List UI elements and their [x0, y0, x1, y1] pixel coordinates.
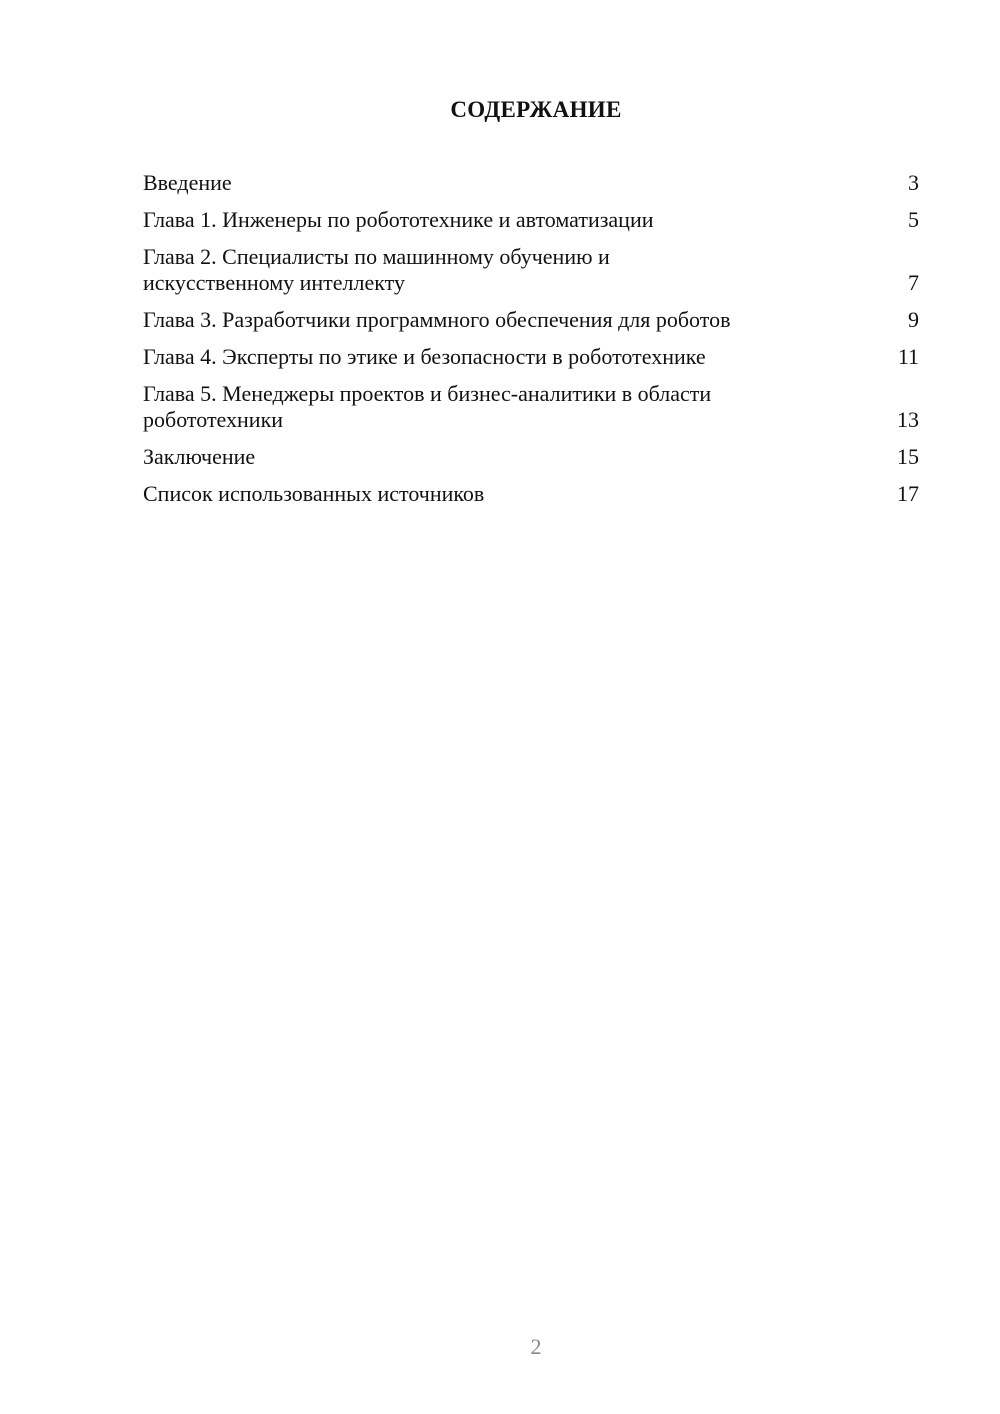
toc-entry-line: Глава 2. Специалисты по машинному обучению и: [143, 244, 610, 269]
toc-entry-text: [143, 307, 893, 333]
toc-entry-chapter-5: [143, 381, 919, 433]
toc-entry-text: [143, 244, 893, 296]
toc-entry-page: 5: [908, 207, 919, 232]
toc-entry-page: 17: [897, 481, 919, 506]
toc-entry-text: [143, 207, 893, 233]
toc-entry-text: [143, 481, 893, 507]
toc-entry-line: Глава 3. Разработчики программного обеспечения для роботов: [143, 307, 731, 332]
toc-entry-line: Введение: [143, 170, 232, 195]
toc-entry-references: [143, 481, 919, 507]
toc-entry-chapter-3: [143, 307, 919, 333]
toc-entry-conclusion: [143, 444, 919, 470]
toc-entry-line: Глава 4. Эксперты по этике и безопасности в робототехнике: [143, 344, 706, 369]
toc-entry-page: 7: [908, 270, 919, 295]
toc-entry-chapter-1: [143, 207, 919, 233]
toc-entry-introduction: [143, 170, 919, 196]
page-number: 2: [530, 1334, 542, 1359]
toc-entry-page: 15: [897, 444, 919, 469]
toc-entry-text: [143, 344, 893, 370]
toc-entry-text: [143, 381, 893, 433]
toc-entry-page: 11: [897, 344, 919, 369]
table-of-contents: [143, 170, 919, 518]
toc-entry-line: искусственному интеллекту: [143, 270, 406, 295]
toc-entry-line: Заключение: [143, 444, 256, 469]
toc-entry-text: [143, 170, 893, 196]
toc-entry-text: [143, 444, 893, 470]
toc-entry-chapter-2: [143, 244, 919, 296]
toc-entry-page: 3: [908, 170, 919, 195]
page-title: СОДЕРЖАНИЕ: [450, 97, 622, 122]
toc-entry-chapter-4: [143, 344, 919, 370]
toc-entry-line: робототехники: [143, 407, 284, 432]
toc-entry-line: Глава 5. Менеджеры проектов и бизнес-аналитики в области: [143, 381, 712, 406]
toc-entry-line: Глава 1. Инженеры по робототехнике и автоматизации: [143, 207, 654, 232]
toc-entry-page: 13: [897, 407, 919, 432]
toc-entry-page: 9: [908, 307, 919, 332]
toc-entry-line: Список использованных источников: [143, 481, 485, 506]
